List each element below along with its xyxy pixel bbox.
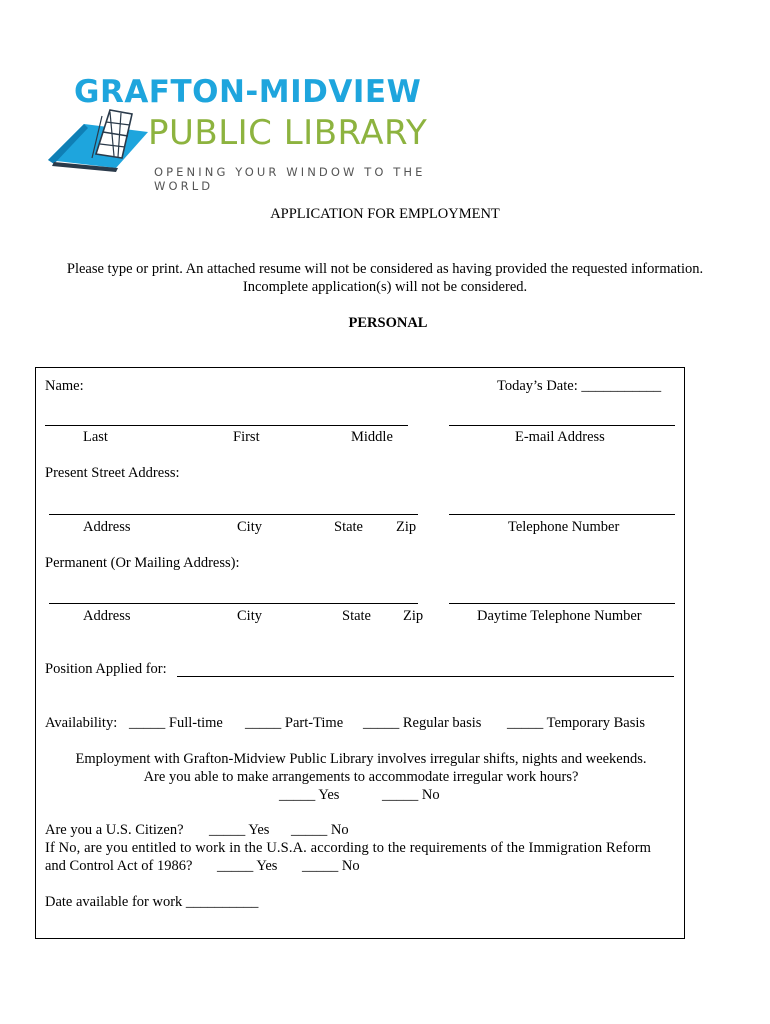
library-logo [44,70,444,193]
instruction-line-1: Please type or print. An attached resume will not be considered as having provided the requested information. [66,261,704,277]
email-caption: E-mail Address [515,429,605,445]
entitled-yes-option[interactable]: _____ Yes [217,858,278,874]
present-address-caption: Address [83,519,131,535]
irregular-shifts-text: Employment with Grafton-Midview Public Library involves irregular shifts, nights and weekends. [75,751,647,767]
middle-name-caption: Middle [351,429,393,445]
present-address-input-line[interactable] [49,514,418,515]
irregular-yes-option[interactable]: _____ Yes [279,787,340,803]
last-name-caption: Last [83,429,108,445]
availability-temporary[interactable]: _____ Temporary Basis [507,715,646,731]
position-label: Position Applied for: [45,661,167,677]
first-name-caption: First [233,429,260,445]
page-title: APPLICATION FOR EMPLOYMENT [270,206,500,222]
present-address-label: Present Street Address: [45,465,180,481]
name-label: Name: [45,378,84,394]
present-zip-caption: Zip [396,519,417,535]
instruction-line-2: Incomplete application(s) will not be considered. [242,279,528,295]
entitled-question-line-2: and Control Act of 1986? [45,858,193,874]
citizen-no-option[interactable]: _____ No [291,822,349,838]
daytime-telephone-input-line[interactable] [449,603,675,604]
availability-regular[interactable]: _____ Regular basis [363,715,482,731]
present-city-caption: City [237,519,262,535]
citizen-question: Are you a U.S. Citizen? [45,822,184,838]
telephone-input-line[interactable] [449,514,675,515]
permanent-zip-caption: Zip [403,608,424,624]
logo-name-bottom: PUBLIC LIBRARY [148,113,428,153]
email-input-line[interactable] [449,425,675,426]
section-heading-personal: PERSONAL [348,315,428,331]
todays-date-field[interactable]: Today’s Date: ___________ [497,378,662,394]
permanent-city-caption: City [237,608,262,624]
irregular-no-option[interactable]: _____ No [382,787,440,803]
entitled-no-option[interactable]: _____ No [302,858,360,874]
permanent-address-caption: Address [83,608,131,624]
entitled-question-line-1: If No, are you entitled to work in the U.S.A. according to the requirements of the Immigration Reform [45,840,652,856]
permanent-address-label: Permanent (Or Mailing Address): [45,555,240,571]
permanent-state-caption: State [342,608,371,624]
citizen-yes-option[interactable]: _____ Yes [209,822,270,838]
availability-full-time[interactable]: _____ Full-time [129,715,223,731]
telephone-caption: Telephone Number [508,519,620,535]
availability-label: Availability: [45,715,118,731]
position-input-line[interactable] [177,676,674,677]
open-book-window-icon [44,102,156,174]
daytime-telephone-caption: Daytime Telephone Number [477,608,642,624]
name-input-line[interactable] [45,425,408,426]
present-state-caption: State [334,519,363,535]
logo-tagline: OPENING YOUR WINDOW TO THE WORLD [154,165,426,193]
availability-part-time[interactable]: _____ Part-Time [245,715,344,731]
date-available-field[interactable]: Date available for work __________ [45,894,259,910]
irregular-hours-question: Are you able to make arrangements to accommodate irregular work hours? [143,769,579,785]
logo-name-top: GRAFTON-MIDVIEW [74,74,422,110]
permanent-address-input-line[interactable] [49,603,418,604]
